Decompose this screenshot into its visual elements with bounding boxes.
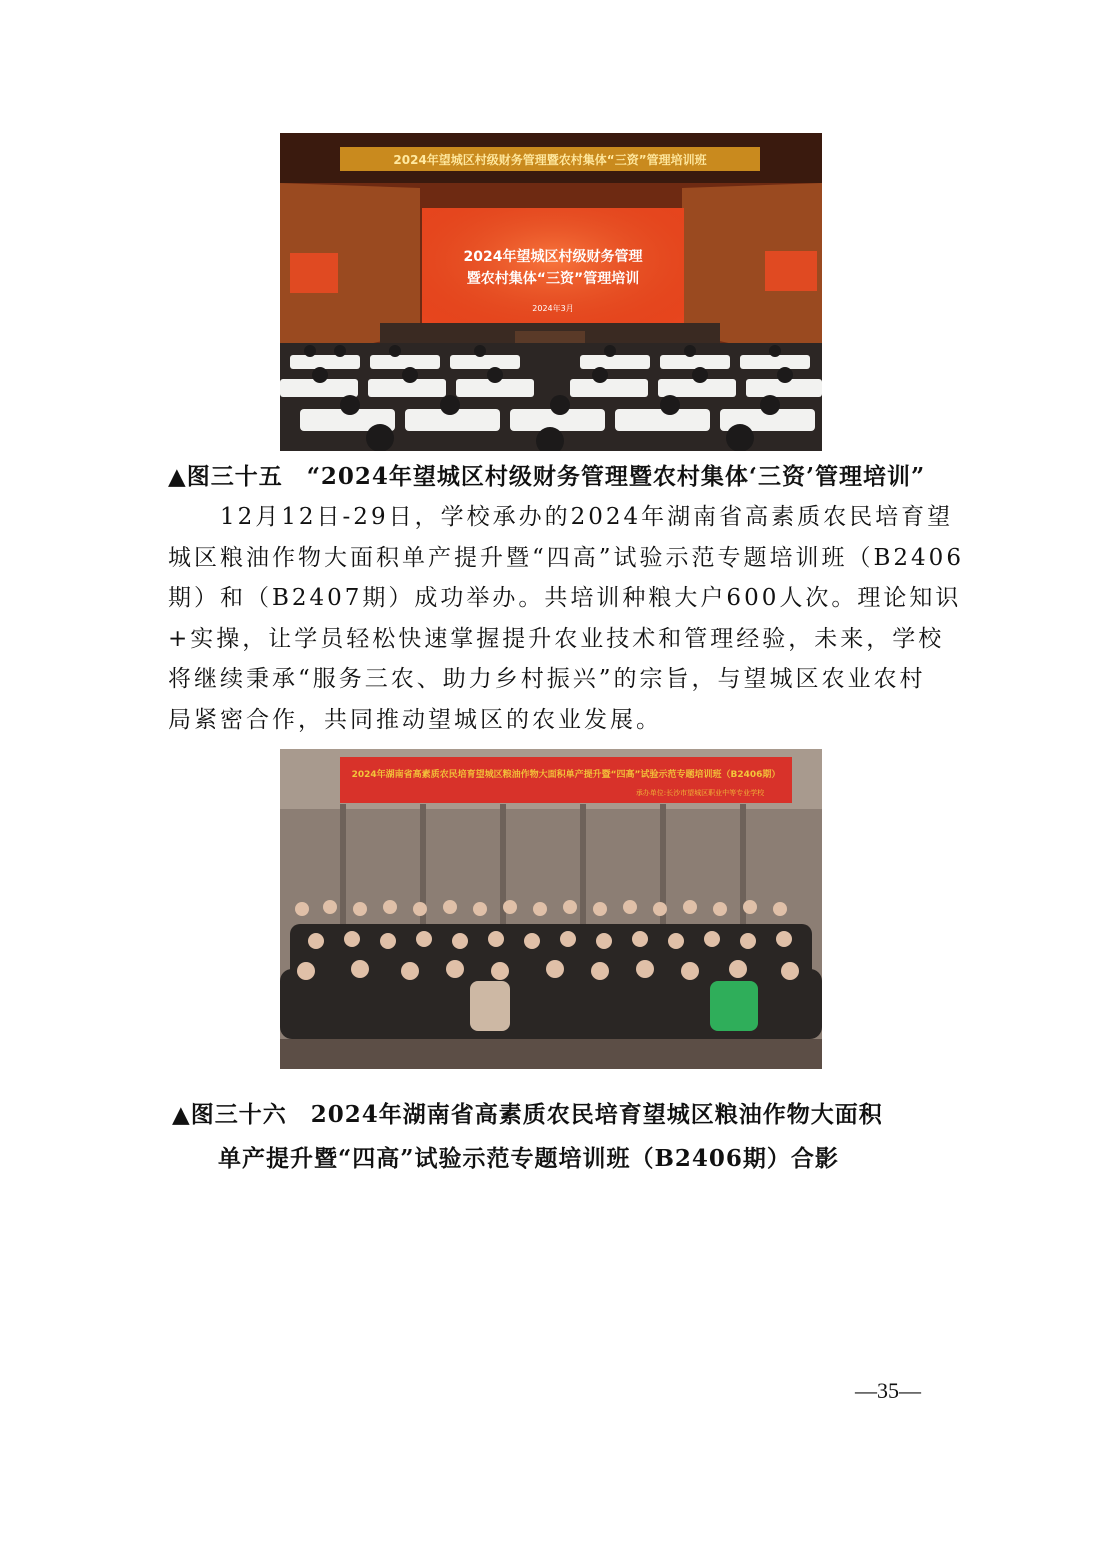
screen-title-line1: 2024年望城区村级财务管理 — [463, 249, 643, 265]
training-hall-photo — [280, 133, 822, 451]
group-banner-text: 2024年湖南省高素质农民培育望城区粮油作物大面积单产提升暨“四高”试验示范专题培训班（B2406期） — [351, 770, 781, 780]
paragraph-line: 局紧密合作，共同推动望城区的农业发展。 — [168, 706, 662, 733]
hall-banner-text: 2024年望城区村级财务管理暨农村集体“三资”管理培训班 — [393, 153, 707, 167]
paragraph-line: 12月12日-29日，学校承办的2024年湖南省高素质农民培育望 — [168, 504, 954, 530]
paragraph-line: +实操，让学员轻松快速掌握提升农业技术和管理经验，未来，学校 — [168, 625, 945, 652]
group-photo — [280, 749, 822, 1069]
group-banner-organizer: 承办单位:长沙市望城区职业中等专业学校 — [635, 789, 765, 797]
figure-35-caption: ▲图三十五 “2024年望城区村级财务管理暨农村集体‘三资’管理培训” — [168, 463, 926, 490]
screen-date: 2024年3月 — [532, 304, 574, 313]
paragraph-line: 城区粮油作物大面积单产提升暨“四高”试验示范专题培训班（B2406 — [168, 544, 964, 571]
group-photo-illustration — [280, 749, 822, 1069]
figure-36-caption-line1: ▲图三十六 2024年湖南省高素质农民培育望城区粮油作物大面积 — [172, 1101, 883, 1128]
paragraph-line: 将继续秉承“服务三农、助力乡村振兴”的宗旨，与望城区农业农村 — [168, 666, 926, 692]
training-hall-illustration — [280, 133, 822, 451]
page-number: —35— — [855, 1378, 921, 1403]
paragraph-line: 期）和（B2407期）成功举办。共培训种粮大户600人次。理论知识 — [168, 585, 962, 611]
figure-36-caption-line2: 单产提升暨“四高”试验示范专题培训班（B2406期）合影 — [218, 1145, 839, 1172]
body-paragraph — [168, 497, 964, 740]
screen-title-line2: 暨农村集体“三资”管理培训 — [466, 271, 640, 287]
